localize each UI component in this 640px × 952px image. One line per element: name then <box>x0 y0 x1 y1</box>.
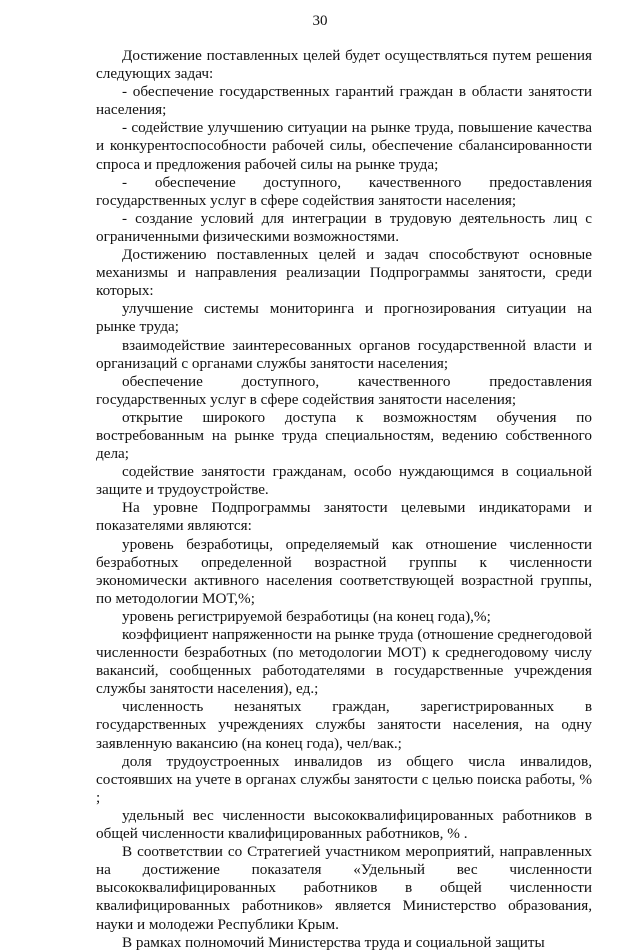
paragraph: Достижение поставленных целей будет осуществляться путем решения следующих задач: <box>96 47 592 83</box>
paragraph: - обеспечение доступного, качественного предоставления государственных услуг в сфере содействия занятости населения; <box>96 173 592 209</box>
paragraph: В соответствии со Стратегией участником мероприятий, направленных на достижение показателя «Удельный вес численности высококвалифицированных работников в общей численности квалифицированных работников» является Министерство образования, науки и молодежи Республики Крым. <box>96 843 592 933</box>
paragraph: уровень регистрируемой безработицы (на конец года),%; <box>122 607 491 625</box>
paragraph: улучшение системы мониторинга и прогнозирования ситуации на рынке труда; <box>96 300 592 336</box>
paragraph: доля трудоустроенных инвалидов из общего числа инвалидов, состоявших на учете в органах службы занятости с целью поиска работы, % ; <box>96 752 592 806</box>
paragraph: В рамках полномочий Министерства труда и социальной защиты <box>122 933 545 951</box>
paragraph: взаимодействие заинтересованных органов государственной власти и организаций с органами службы занятости населения; <box>96 336 592 372</box>
paragraph: удельный вес численности высококвалифицированных работников в общей численности квалифицированных работников, % . <box>96 806 592 843</box>
paragraph: обеспечение доступного, качественного предоставления государственных услуг в сфере содействия занятости населения; <box>96 372 592 408</box>
paragraph: - содействие улучшению ситуации на рынке труда, повышение качества и конкурентоспособности рабочей силы, обеспечение сбалансированности спроса и предложения рабочей силы на рынке труда; <box>96 119 592 173</box>
paragraph: коэффициент напряженности на рынке труда (отношение среднегодовой численности безработных (по методологии МОТ) к среднегодовому числу вакансий, сообщенных работодателями в государственные учреждения службы занятости населения), ед.; <box>96 626 592 698</box>
document-body <box>96 47 592 952</box>
paragraph: На уровне Подпрограммы занятости целевыми индикаторами и показателями являются: <box>96 499 592 535</box>
paragraph: открытие широкого доступа к возможностям обучения по востребованным на рынке труда специальностям, ведению собственного дела; <box>96 408 592 463</box>
paragraph: - создание условий для интеграции в трудовую деятельность лиц с ограниченными физическими возможностями. <box>96 209 592 245</box>
page-number: 30 <box>312 13 328 29</box>
paragraph: численность незанятых граждан, зарегистрированных в государственных учреждениях службы занятости населения, на одну заявленную вакансию (на конец года), чел/вак.; <box>96 698 592 752</box>
paragraph: Достижению поставленных целей и задач способствуют основные механизмы и направления реализации Подпрограммы занятости, среди которых: <box>96 246 592 300</box>
paragraph: уровень безработицы, определяемый как отношение численности безработных определенной возрастной группы к численности экономически активного населения соответствующей возрастной группы, по методологии МОТ,%; <box>96 535 592 607</box>
paragraph: - обеспечение государственных гарантий граждан в области занятости населения; <box>96 83 592 119</box>
paragraph: содействие занятости гражданам, особо нуждающимся в социальной защите и трудоустройстве. <box>96 463 592 499</box>
